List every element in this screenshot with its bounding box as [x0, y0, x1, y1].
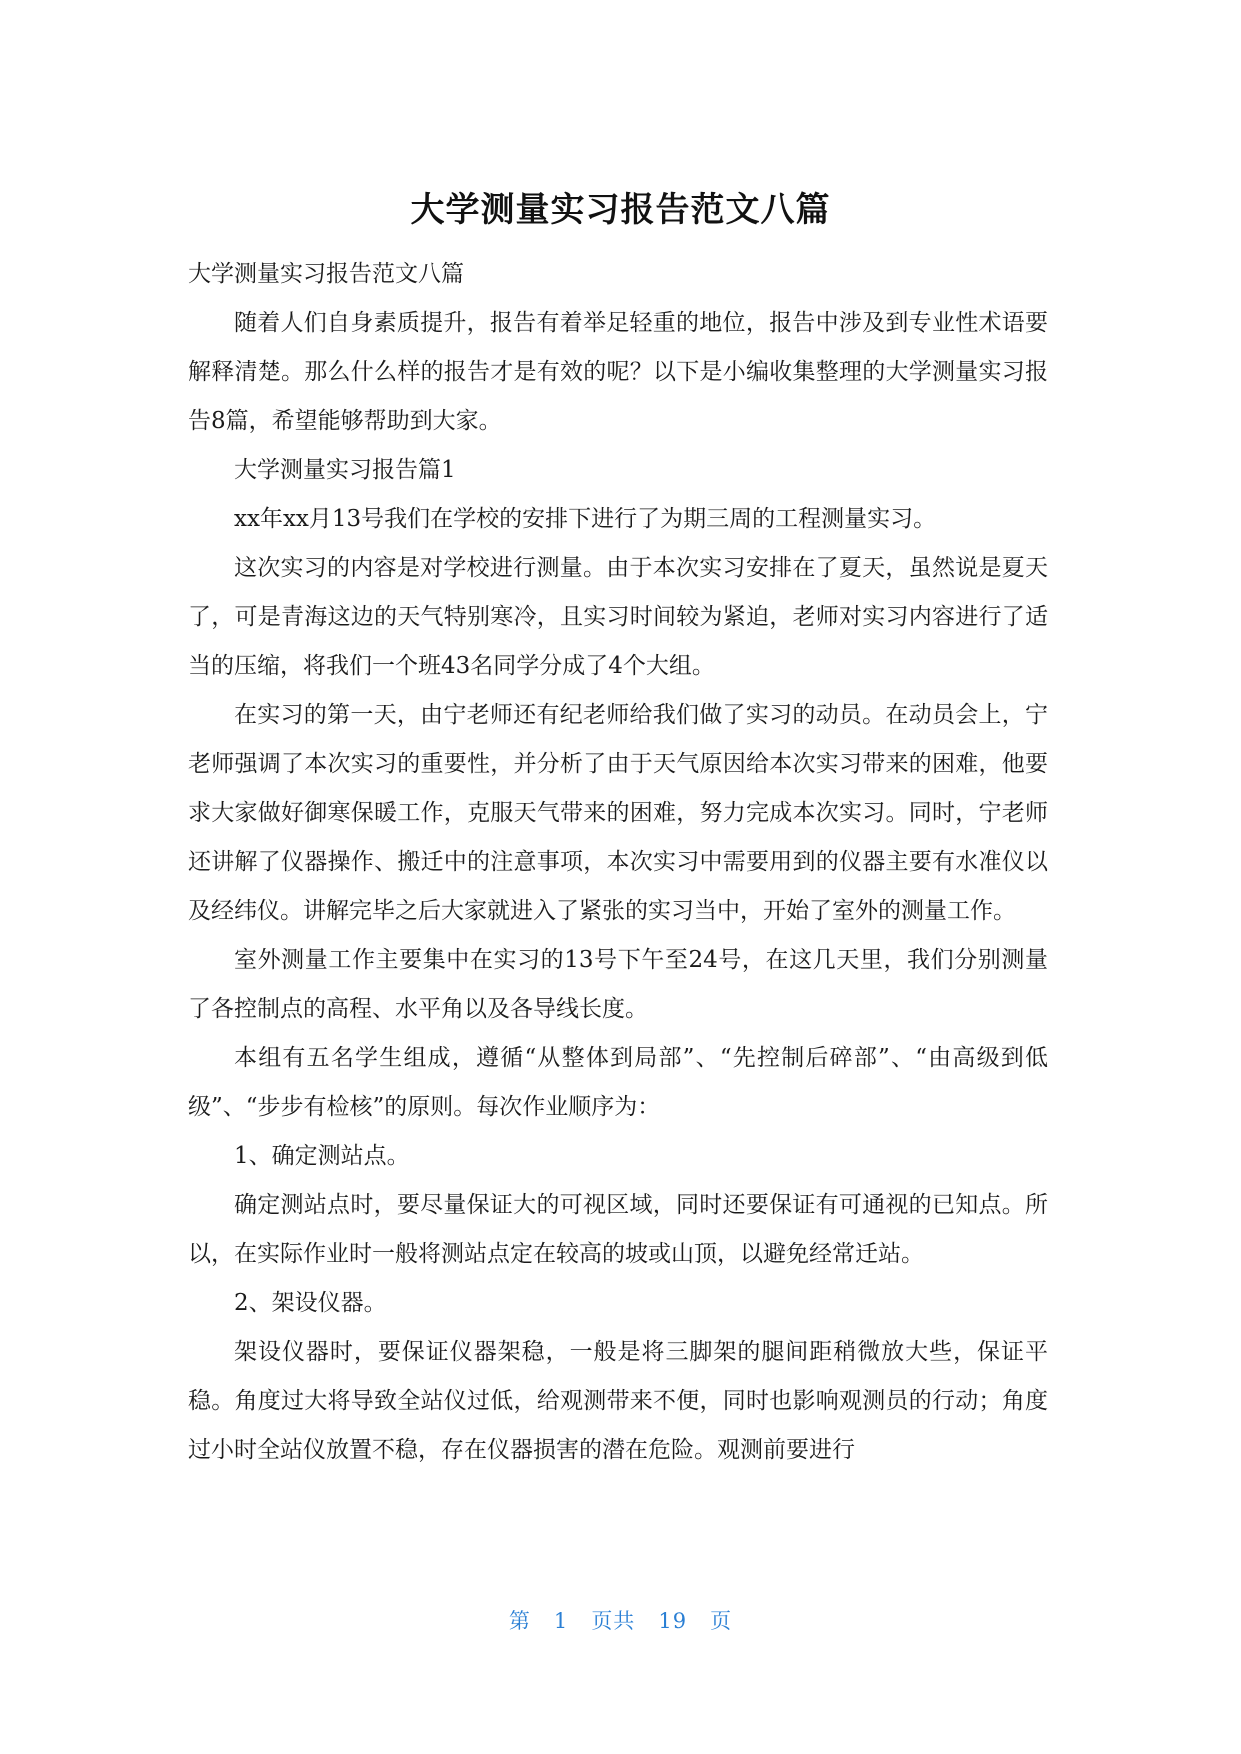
paragraph: 随着人们自身素质提升，报告有着举足轻重的地位，报告中涉及到专业性术语要解释清楚。那么什么样的报告才是有效的呢？以下是小编收集整理的大学测量实习报告8篇，希望能够帮助到大家。 — [188, 310, 1048, 434]
page-footer — [0, 1605, 1241, 1635]
paragraph: 室外测量工作主要集中在实习的13号下午至24号，在这几天里，我们分别测量了各控制点的高程、水平角以及各导线长度。 — [188, 947, 1048, 1022]
document-body — [188, 250, 1048, 1475]
list-heading: 2、架设仪器。 — [234, 1290, 387, 1316]
document-title: 大学测量实习报告范文八篇 — [410, 190, 831, 230]
list-heading: 1、确定测站点。 — [234, 1143, 410, 1169]
footer-suffix: 页 — [710, 1609, 733, 1633]
section-heading: 大学测量实习报告篇1 — [234, 457, 456, 483]
paragraph: 大学测量实习报告范文八篇 — [188, 261, 464, 287]
paragraph: xx年xx月13号我们在学校的安排下进行了为期三周的工程测量实习。 — [234, 506, 937, 532]
footer-page-number: 1 — [553, 1609, 569, 1633]
paragraph: 确定测站点时，要尽量保证大的可视区域，同时还要保证有可通视的已知点。所以，在实际作业时一般将测站点定在较高的坡或山顶，以避免经常迁站。 — [188, 1192, 1048, 1267]
footer-prefix: 第 — [508, 1609, 531, 1633]
paragraph: 本组有五名学生组成，遵循“从整体到局部”、“先控制后碎部”、“由高级到低级”、“步步有检核”的原则。每次作业顺序为： — [188, 1045, 1048, 1120]
footer-total-pages: 19 — [658, 1609, 688, 1633]
paragraph: 在实习的第一天，由宁老师还有纪老师给我们做了实习的动员。在动员会上，宁老师强调了本次实习的重要性，并分析了由于天气原因给本次实习带来的困难，他要求大家做好御寒保暖工作，克服天气带来的困难，努力完成本次实习。同时，宁老师还讲解了仪器操作、搬迁中的注意事项，本次实习中需要用到的仪器主要有水准仪以及经纬仪。讲解完毕之后大家就进入了紧张的实习当中，开始了室外的测量工作。 — [188, 702, 1048, 924]
paragraph: 架设仪器时，要保证仪器架稳，一般是将三脚架的腿间距稍微放大些，保证平稳。角度过大将导致全站仪过低，给观测带来不便，同时也影响观测员的行动；角度过小时全站仪放置不稳，存在仪器损害的潜在危险。观测前要进行 — [188, 1339, 1048, 1463]
paragraph: 这次实习的内容是对学校进行测量。由于本次实习安排在了夏天，虽然说是夏天了，可是青海这边的天气特别寒冷，且实习时间较为紧迫，老师对实习内容进行了适当的压缩，将我们一个班43名同学分成了4个大组。 — [188, 555, 1048, 679]
footer-middle: 页共 — [591, 1609, 636, 1633]
